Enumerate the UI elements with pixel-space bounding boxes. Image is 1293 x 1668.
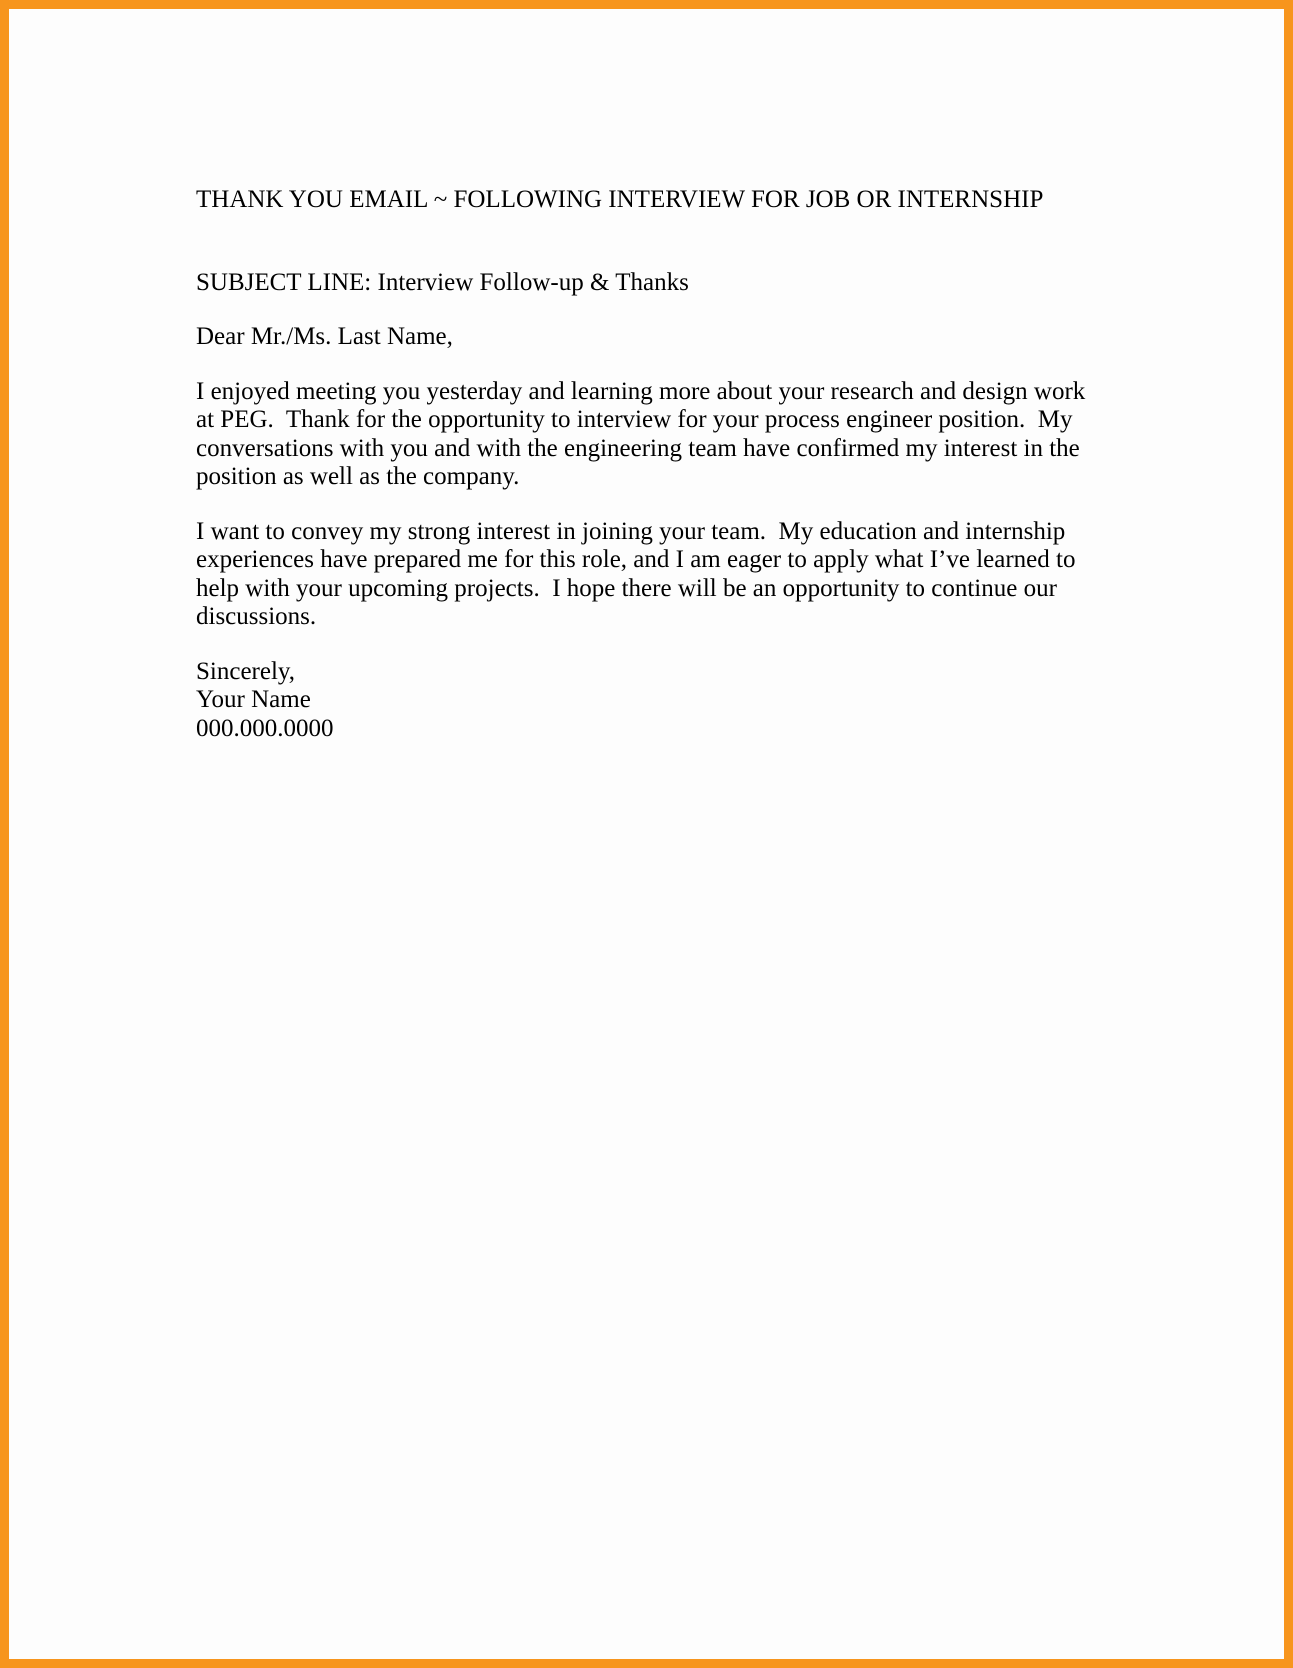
document-title: THANK YOU EMAIL ~ FOLLOWING INTERVIEW FOR JOB OR INTERNSHIP (196, 186, 1044, 213)
signature-block (196, 658, 1206, 744)
paragraph-line: discussions. (196, 603, 317, 630)
closing: Sincerely, (196, 657, 296, 685)
paragraph-line: experiences have prepared me for this role, and I am eager to apply what I’ve learned to (196, 546, 1076, 573)
phone-number: 000.000.0000 (196, 714, 334, 742)
body-paragraph-1 (196, 378, 1206, 492)
paragraph-line: help with your upcoming projects. I hope there will be an opportunity to continue our (196, 574, 1057, 602)
paragraph-line: I want to convey my strong interest in joining your team. My education and internship (196, 517, 1066, 545)
paragraph-line: I enjoyed meeting you yesterday and learning more about your research and design work (196, 377, 1086, 405)
paragraph-line: at PEG. Thank for the opportunity to interview for your process engineer position. My (196, 406, 1073, 433)
greeting: Dear Mr./Ms. Last Name, (196, 323, 453, 350)
paragraph-line: position as well as the company. (196, 463, 520, 490)
body-paragraph-2 (196, 518, 1206, 632)
paragraph-line: conversations with you and with the engineering team have confirmed my interest in the (196, 434, 1080, 462)
subject-line: SUBJECT LINE: Interview Follow-up & Thanks (196, 268, 689, 296)
letter-content (196, 186, 1206, 743)
signature-name: Your Name (196, 686, 311, 713)
